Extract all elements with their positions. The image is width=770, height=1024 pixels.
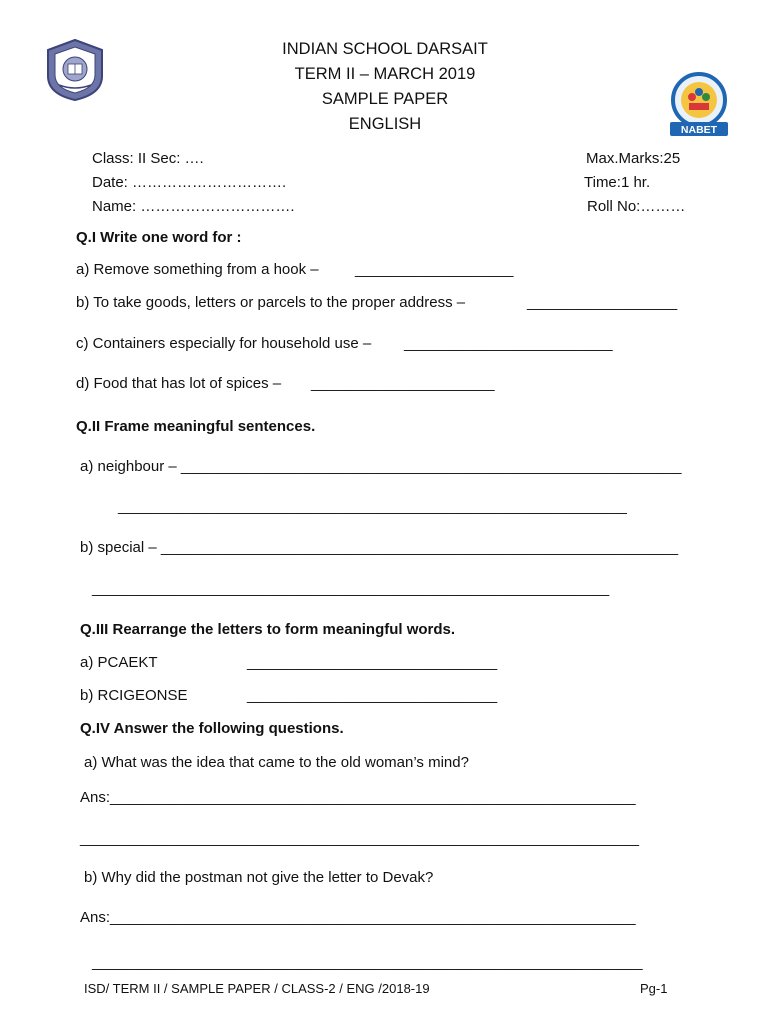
q1-item-d: d) Food that has lot of spices – <box>76 375 282 392</box>
roll-no-field: Roll No:……… <box>587 198 686 215</box>
q2-line-a: _____________________________________________________________ <box>118 498 627 515</box>
max-marks: Max.Marks:25 <box>586 150 681 167</box>
q4-question-b: b) Why did the postman not give the letter to Devak? <box>84 869 434 886</box>
term-title: TERM II – MARCH 2019 <box>294 65 476 83</box>
q3-blank-b: ______________________________ <box>247 687 498 704</box>
q2-title: Q.II Frame meaningful sentences. <box>76 418 316 435</box>
q3-item-a: a) PCAEKT <box>80 654 158 671</box>
name-field: Name: …………………………. <box>92 198 295 215</box>
q4-line-a: ___________________________________________________________________ <box>80 830 639 847</box>
q3-blank-a: ______________________________ <box>247 654 498 671</box>
q4-question-a: a) What was the idea that came to the old woman’s mind? <box>84 754 469 771</box>
q1-title: Q.I Write one word for : <box>76 229 242 246</box>
q4-ans-a: Ans:_______________________________________________________________ <box>80 789 636 806</box>
q3-item-b: b) RCIGEONSE <box>80 687 188 704</box>
q1-blank-c: _________________________ <box>404 335 613 352</box>
q1-item-a: a) Remove something from a hook – <box>76 261 319 278</box>
subject-title: ENGLISH <box>348 115 422 133</box>
time-limit: Time:1 hr. <box>584 174 651 191</box>
q4-title: Q.IV Answer the following questions. <box>80 720 344 737</box>
q1-blank-a: ___________________ <box>355 261 514 278</box>
footer-reference: ISD/ TERM II / SAMPLE PAPER / CLASS-2 / ENG /2018-19 <box>84 981 430 996</box>
school-name: INDIAN SCHOOL DARSAIT <box>282 40 488 58</box>
q1-item-c: c) Containers especially for household use – <box>76 335 372 352</box>
date-field: Date: …………………………. <box>92 174 287 191</box>
q4-ans-b: Ans:_______________________________________________________________ <box>80 909 636 926</box>
nabet-label: NABET <box>680 124 718 136</box>
q3-title: Q.III Rearrange the letters to form meaningful words. <box>80 621 456 638</box>
q1-blank-b: __________________ <box>527 294 678 311</box>
page-number: Pg-1 <box>640 981 668 996</box>
q2-item-b: b) special – ______________________________________________________________ <box>80 539 679 556</box>
q2-item-a: a) neighbour – ____________________________________________________________ <box>80 458 682 475</box>
q1-item-b: b) To take goods, letters or parcels to the proper address – <box>76 294 466 311</box>
q1-blank-d: ______________________ <box>311 375 495 392</box>
q2-line-b: ______________________________________________________________ <box>92 580 610 597</box>
paper-title: SAMPLE PAPER <box>321 90 449 108</box>
q4-line-b: __________________________________________________________________ <box>92 954 643 971</box>
class-section: Class: II Sec: …. <box>92 150 204 167</box>
